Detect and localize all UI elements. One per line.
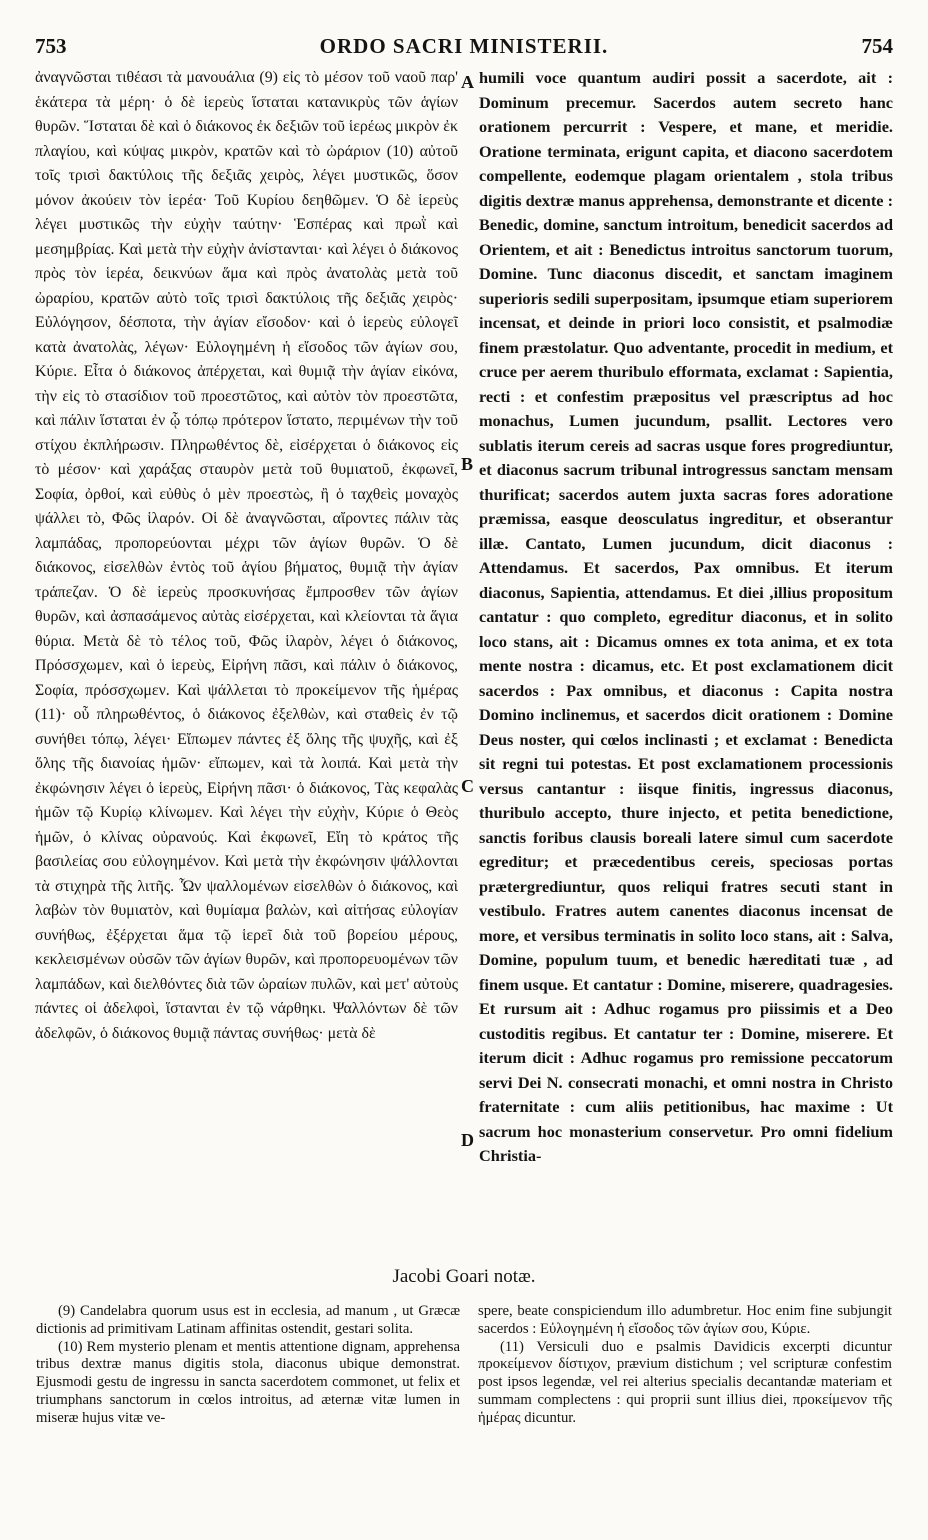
note-9: (9) Candelabra quorum usus est in ecclesia, ad manum , ut Græcæ dictionis ad primitivam Latinam affinitas ostendit, gestari solita.: [36, 1303, 460, 1337]
notes-title: Jacobi Goari notæ.: [392, 1266, 536, 1287]
page-number-right: 754: [861, 34, 893, 58]
page-number-left: 753: [35, 34, 67, 58]
greek-text-column: [35, 66, 458, 1271]
running-title: ORDO SACRI MINISTERII.: [319, 34, 609, 58]
greek-paragraph: ἀναγνῶσται τιθέασι τὰ μανουάλια (9) εἰς τὸ μέσον τοῦ ναοῦ παρ' ἑκάτερα τὰ μέρη· ὁ δὲ ἱερεὺς ἵσταται κατανικρὺς τῶν ἁγίων θυρῶν. Ἵσταται δὲ καὶ ὁ διάκονος ἐκ δεξιῶν τοῦ ἱερέως μικρὸν ἐκ πλαγίου, καὶ κύψας μικρὸν, κρατῶν καὶ τὸ ὠράριον (10) αὐτοῦ τοῖς τρισὶ δακτύλοις τῆς δεξιᾶς χειρὸς, λέγει μυστικῶς, ὅσον μόνον ἀκούειν τὸν ἱερέα· Τοῦ Κυρίου δεηθῶμεν. Ὁ δὲ ἱερεὺς λέγει μυστικῶς τὴν εὐχὴν ταύτην· Ἑσπέρας καὶ πρωῒ καὶ μεσημβρίας. Καὶ μετὰ τὴν εὐχὴν ἀνίστανται· καὶ λέγει ὁ διάκονος πρὸς τὸν ἱερέα, δεικνύων ἅμα καὶ πρὸς ἀνατολὰς μετὰ τοῦ ὠραρίου, κρατῶν αὐτὸ τοῖς τρισὶ δακτύλοις τῆς δεξιᾶς χειρὸς· Εὐλόγησον, δέσποτα, τὴν ἁγίαν εἴσοδον· καὶ ὁ ἱερεὺς εὐλογεῖ κατὰ ἀνατολὰς, λέγων· Εὐλογημένη ἡ εἴσοδος τῶν ἁγίων σου, Κύριε. Εἶτα ὁ διάκονος ἀπέρχεται, καὶ θυμιᾷ τὴν ἁγίαν εἰκόνα, τὴν εἰς τὸ στασίδιον τοῦ προεστῶτος, καὶ αὐτὸν τὸν προεστῶτα, καὶ πάλιν ἵσταται ἐν ᾧ τόπῳ πρότερον ἵστατο, περιμένων τὴν τοῦ στίχου ἐκπλήρωσιν. Πληρωθέντος δὲ, εἰσέρχεται ὁ διάκονος εἰς τὸ μέσον· καὶ χαράξας σταυρὸν μετὰ τοῦ θυμιατοῦ, ἐκφωνεῖ, Σοφία, ὀρθοί, καὶ εὐθὺς ὁ μὲν προεστὼς, ἢ ὁ ταχθεὶς μοναχὸς ψάλλει τὸ, Φῶς ἱλαρόν. Οἱ δὲ ἀναγνῶσται, αἴροντες πάλιν τὰς λαμπάδας, προπορεύονται μέχρι τῶν ἁγίων θυρῶν. Ὁ δὲ διάκονος, εἰσελθὼν ἐντὸς τοῦ ἁγίου βήματος, θυμιᾷ τὴν ἁγίαν τράπεζαν. Ὁ δὲ ἱερεὺς προσκυνήσας ἔμπροσθεν τῶν ἁγίων θυρῶν, καὶ ἀσπασάμενος αὐτὰς εἰσέρχεται, καὶ κλείονται τὰ ἅγια θύρια. Μετὰ δὲ τὸ τέλος τοῦ, Φῶς ἱλαρὸν, λέγει ὁ διάκονος, Πρόσσχωμεν, καὶ ὁ ἱερεὺς, Εἰρήνη πᾶσι, καὶ πάλιν ὁ διάκονος, Σοφία, πρόσσχωμεν. Καὶ ψάλλεται τὸ προκείμενον τῆς ἡμέρας (11)· οὗ πληρωθέντος, ὁ διάκονος ἐξελθὼν, καὶ σταθεὶς ἐν τῷ συνήθει τόπῳ, λέγει· Εἴπωμεν πάντες ἐξ ὅλης τῆς ψυχῆς, καὶ ἐξ ὅλης τῆς διανοίας ἡμῶν· εἴπωμεν, καὶ τὰ λοιπά. Καὶ μετὰ τὴν ἐκφώνησιν λέγει ὁ ἱερεὺς, Εἰρήνη πᾶσι· ὁ διάκονος, Τὰς κεφαλὰς ἡμῶν τῷ Κυρίῳ κλίνωμεν. Καὶ λέγει τὴν εὐχὴν, Κύριε ὁ Θεὸς ἡμῶν, ὁ κλίνας οὐρανούς. Καὶ ἐκφωνεῖ, Εἴη τὸ κράτος τῆς βασιλείας σου εὐλογημένον. Καὶ μετὰ τὴν ἐκφώνησιν ψάλλονται τὰ στιχηρὰ τῆς λιτῆς. Ὧν ψαλλομένων εἰσελθὼν ὁ διάκονος, καὶ λαβὼν τὸν θυμιατὸν, καὶ θυμίαμα βαλὼν, καὶ αἰτήσας εὐλογίαν συνήθως, ἐξέρχεται ἅμα τῷ ἱερεῖ διὰ τοῦ βορείου μέρους, κεκλεισμένων οὐσῶν τῶν ἁγίων θυρῶν, καὶ προπορευομένων τῶν λαμπάδων, καὶ διελθόντες διὰ τῶν ὡραίων πυλῶν, καὶ μετ' αὐτοὺς πάντες οἱ ἀδελφοὶ, ἵστανται ἐν τῷ νάρθηκι. Ψαλλόντων δὲ τῶν ἀδελφῶν, ὁ διάκονος θυμιᾷ πάντας συνήθως· μετὰ δὲ: [35, 69, 458, 1042]
section-marker-d: D: [461, 1130, 474, 1150]
section-marker-b: B: [461, 454, 474, 474]
page-header: [35, 34, 893, 64]
notes-left-column: [36, 1303, 460, 1535]
notes-right-column: [478, 1303, 892, 1535]
note-10: (10) Rem mysterio plenam et mentis attentione dignam, apprehensa tribus dextræ manus digitis stola, diaconus ubique demonstrat. Ejusmodi gestu de ingressu in sancta sacerdotem commonet, ut felix et triumphans sanctorum in cœlos introitus, ad æternæ vitæ lumen in miseræ hujus vitæ ve-: [36, 1338, 460, 1426]
latin-text-column: [479, 66, 893, 1271]
section-marker-c: C: [461, 776, 474, 796]
note-10-continued: spere, beate conspiciendum illo adumbretur. Hoc enim fine subjungit sacerdos : Εὐλογημένη ἡ εἴσοδος τῶν ἁγίων σου, Κύριε.: [478, 1303, 892, 1337]
note-11: (11) Versiculi duo e psalmis Davidicis excerpti dicuntur προκείμενον δίστιχον, prævium distichum ; vel scripturæ confestim post ipsos legendæ, vel rei alterius specialis decantandæ materiam et summam complectens : qui proprii sunt illius diei, προκείμενον τῆς ἡμέρας dicuntur.: [478, 1338, 892, 1426]
section-marker-a: A: [461, 72, 474, 92]
latin-paragraph: humili voce quantum audiri possit a sacerdote, ait : Dominum precemur. Sacerdos autem secreto hanc orationem percurrit : Vespere, et mane, et meridie. Oratione terminata, erigunt capita, et diacono sacerdotem compellente, eodemque plagam orientalem , stola tribus digitis dextræ manus apprehensa, demonstrante et dicente : Benedic, domine, sanctum introitum, benedicit sacerdos ad Orientem, et ait : Benedictus introitus sanctorum tuorum, Domine. Tunc diaconus discedit, et sanctam imaginem superioris sedili superpositam, ipsumque etiam superiorem incensat, et deinde in priori loco consistit, et psalmodiæ finem præstolatur. Quo adventante, procedit in medium, et cruce per aerem thuribulo efformata, exclamat : Sapientia, recti : et confestim præpositus vel præscriptus ad hoc monachus, Lumen jucundum, psallit. Lectores vero sublatis iterum cereis ad sacras usque fores progrediuntur, et diaconus sacrum tribunal introgressus sanctam mensam thurificat; sacerdos autem juxta sacras fores adoratione præmissa, easque deosculatus ingreditur, et obserantur illæ. Cantato, Lumen jucundum, dicit diaconus : Attendamus. Et sacerdos, Pax omnibus. Et iterum diaconus, Sapientia, attendamus. Et diei ,illius propositum cantatur : quo completo, egreditur diaconus, et in solito loco stans, ait : Dicamus omnes ex tota anima, et ex tota mente nostra : dicamus, etc. Et post exclamationem dicit sacerdos : Pax omnibus, et diaconus : Capita nostra Domino inclinemus, et sacerdos dicit orationem : Domine Deus noster, qui cœlos inclinasti ; et exclamat : Benedicta sit regni tui potestas. Et post exclamationem processionis versus cantantur : iisque finitis, ingressus diaconus, thuribulo accepto, thure injecto, et petita benedictione, sanctis foribus clausis boreali latere simul cum sacerdote egreditur; et præcedentibus cereis, speciosas portas prætergrediuntur, quos reliqui fratres secuti stant in vestibulo. Fratres autem canentes diaconus incensat de more, et versibus terminatis in solito loco stans, ait : Salva, Domine, populum tuum, et benedic hæreditati tuæ , ad finem usque. Et cantatur : Domine, miserere, quadragesies. Et rursum ait : Adhuc rogamus pro piissimis et a Deo custoditis regibus. Et cantatur ter : Domine, miserere. Et iterum dicit : Adhuc rogamus pro remissione peccatorum servi Dei N. consecrati monachi, et omni nostra in Christo fraternitate : cum aliis petitionibus, hac maxime : Ut sacrum hoc monasterium conservetur. Pro omni fidelium Christia-: [479, 68, 893, 1165]
